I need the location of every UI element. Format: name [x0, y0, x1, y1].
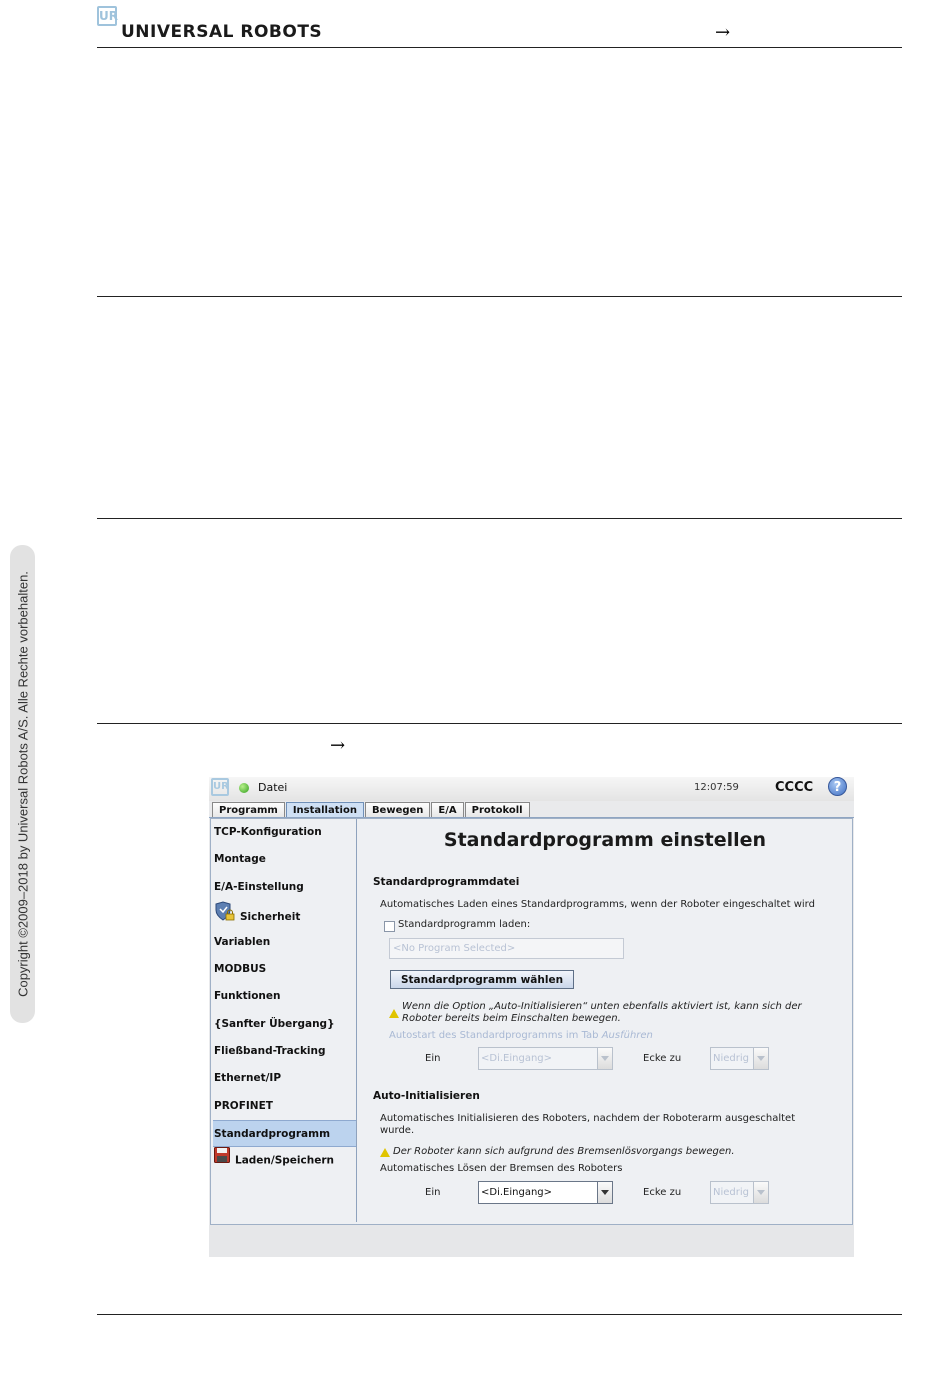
- section-standardprogrammdatei-heading: Standardprogrammdatei: [373, 876, 520, 888]
- sidebar-item-montage[interactable]: [213, 846, 356, 873]
- divider-2: [97, 296, 902, 297]
- section2-edge-select-value: Niedrig: [713, 1187, 749, 1198]
- sidebar-item-modbus[interactable]: [213, 956, 356, 983]
- divider-3: [97, 518, 902, 519]
- section-auto-initialisieren-heading: Auto-Initialisieren: [373, 1090, 480, 1102]
- standardprogramm-laden-label: Standardprogramm laden:: [398, 919, 531, 930]
- polyscope-window: [209, 777, 854, 1257]
- section1-edge-select[interactable]: [710, 1047, 769, 1070]
- sidebar-item-label: Ethernet/IP: [214, 1072, 282, 1084]
- chevron-down-icon: [597, 1048, 612, 1069]
- sidebar-item-label: TCP-Konfiguration: [214, 826, 322, 838]
- installation-sidebar: [213, 819, 357, 1222]
- status-indicator-icon: [239, 783, 249, 793]
- standardprogramm-laden-checkbox[interactable]: [384, 921, 395, 932]
- section2-edge-select[interactable]: [710, 1181, 769, 1204]
- sidebar-item-laden-speichern[interactable]: [213, 1147, 356, 1174]
- sidebar-item-label: Variablen: [214, 936, 271, 948]
- sidebar-item-label: Standardprogramm: [214, 1128, 331, 1140]
- body-arrow: →: [330, 735, 346, 756]
- warning-icon: [389, 1009, 399, 1018]
- sidebar-item-sicherheit[interactable]: [213, 901, 356, 928]
- ur-logo-mark: UR: [97, 6, 117, 26]
- section2-input-select-value: <Di.Eingang>: [481, 1187, 553, 1198]
- sidebar-item-sanfter-uebergang[interactable]: [213, 1011, 356, 1038]
- sidebar-item-label: {Sanfter Übergang}: [214, 1018, 335, 1030]
- sidebar-item-funktionen[interactable]: [213, 983, 356, 1010]
- autostart-label: Autostart des Standardprogramms im Tab: [389, 1030, 599, 1041]
- section2-description-line1: Automatisches Initialisieren des Roboters, nachdem der Roboterarm ausgeschaltet: [380, 1113, 796, 1124]
- sidebar-item-profinet[interactable]: [213, 1093, 356, 1120]
- sidebar-item-ea-einstellung[interactable]: [213, 874, 356, 901]
- tab-programm[interactable]: Programm: [212, 802, 285, 818]
- section1-input-select[interactable]: [478, 1047, 613, 1070]
- warning-icon: [380, 1148, 390, 1157]
- autostart-text: [389, 1030, 653, 1041]
- main-tabs: [212, 802, 531, 818]
- floppy-disk-icon: [214, 1147, 230, 1174]
- standardprogramm-content: [358, 819, 852, 1222]
- section2-in-label: Ein: [425, 1187, 441, 1198]
- section2-edge-label: Ecke zu: [643, 1187, 682, 1198]
- chevron-down-icon: [753, 1048, 768, 1069]
- tab-bewegen[interactable]: Bewegen: [365, 802, 430, 818]
- top-bar: [209, 777, 854, 801]
- clock: 12:07:59: [694, 782, 739, 793]
- section1-warning-line2: Roboter bereits beim Einschalten bewegen.: [402, 1013, 621, 1024]
- copyright-text: Copyright ©2009–2018 by Universal Robots A/S. Alle Rechte vorbehalten.: [15, 571, 30, 997]
- sidebar-item-label: MODBUS: [214, 963, 267, 975]
- sidebar-item-fliessband-tracking[interactable]: [213, 1038, 356, 1065]
- divider-5: [97, 1314, 902, 1315]
- section1-warning-line1: Wenn die Option „Auto-Initialisieren“ unten ebenfalls aktiviert ist, kann sich der: [402, 1001, 802, 1012]
- sidebar-item-label: Fließband-Tracking: [214, 1045, 326, 1057]
- section2-input-select[interactable]: [478, 1181, 613, 1204]
- help-icon[interactable]: ?: [828, 777, 847, 796]
- installation-panel: [210, 818, 853, 1225]
- sidebar-item-label: Montage: [214, 853, 266, 865]
- section1-input-select-value: <Di.Eingang>: [481, 1053, 553, 1064]
- sidebar-item-variablen[interactable]: [213, 929, 356, 956]
- section2-description-line2: wurde.: [380, 1125, 415, 1136]
- divider-4: [97, 723, 902, 724]
- tab-protokoll[interactable]: Protokoll: [465, 802, 530, 818]
- sidebar-item-label: PROFINET: [214, 1100, 273, 1112]
- copyright-tab: [10, 545, 35, 1023]
- section1-edge-label: Ecke zu: [643, 1053, 682, 1064]
- sidebar-item-label: E/A-Einstellung: [214, 881, 304, 893]
- sidebar-item-label: Funktionen: [214, 990, 281, 1002]
- sidebar-item-tcp-konfiguration[interactable]: [213, 819, 356, 846]
- bottom-bar: [209, 1225, 854, 1257]
- choose-program-button[interactable]: Standardprogramm wählen: [390, 970, 574, 989]
- program-file-field[interactable]: <No Program Selected>: [389, 938, 624, 959]
- sidebar-item-standardprogramm[interactable]: [213, 1120, 356, 1147]
- file-menu[interactable]: Datei: [258, 781, 288, 794]
- chevron-down-icon: [753, 1182, 768, 1203]
- tab-ea[interactable]: E/A: [431, 802, 463, 818]
- sidebar-item-label: Sicherheit: [240, 911, 301, 923]
- autostart-link: Ausführen: [601, 1030, 653, 1041]
- section1-edge-select-value: Niedrig: [713, 1053, 749, 1064]
- section1-in-label: Ein: [425, 1053, 441, 1064]
- sidebar-item-label: Laden/Speichern: [235, 1154, 334, 1167]
- ur-logo-icon: UR: [211, 778, 229, 796]
- chevron-down-icon: [597, 1182, 612, 1203]
- section2-warning: Der Roboter kann sich aufgrund des Bremsenlösvorgangs bewegen.: [393, 1146, 735, 1157]
- tab-installation[interactable]: Installation: [286, 802, 364, 818]
- divider-1: [97, 47, 902, 48]
- brand-name: UNIVERSAL ROBOTS: [121, 22, 323, 42]
- section1-description: Automatisches Laden eines Standardprogramms, wenn der Roboter eingeschaltet wird: [380, 899, 815, 910]
- robot-name: CCCC: [775, 780, 814, 795]
- header-arrow: →: [715, 22, 731, 43]
- brake-release-text: Automatisches Lösen der Bremsen des Roboters: [380, 1163, 623, 1174]
- page-title: Standardprogramm einstellen: [443, 829, 767, 851]
- sidebar-item-ethernet-ip[interactable]: [213, 1065, 356, 1092]
